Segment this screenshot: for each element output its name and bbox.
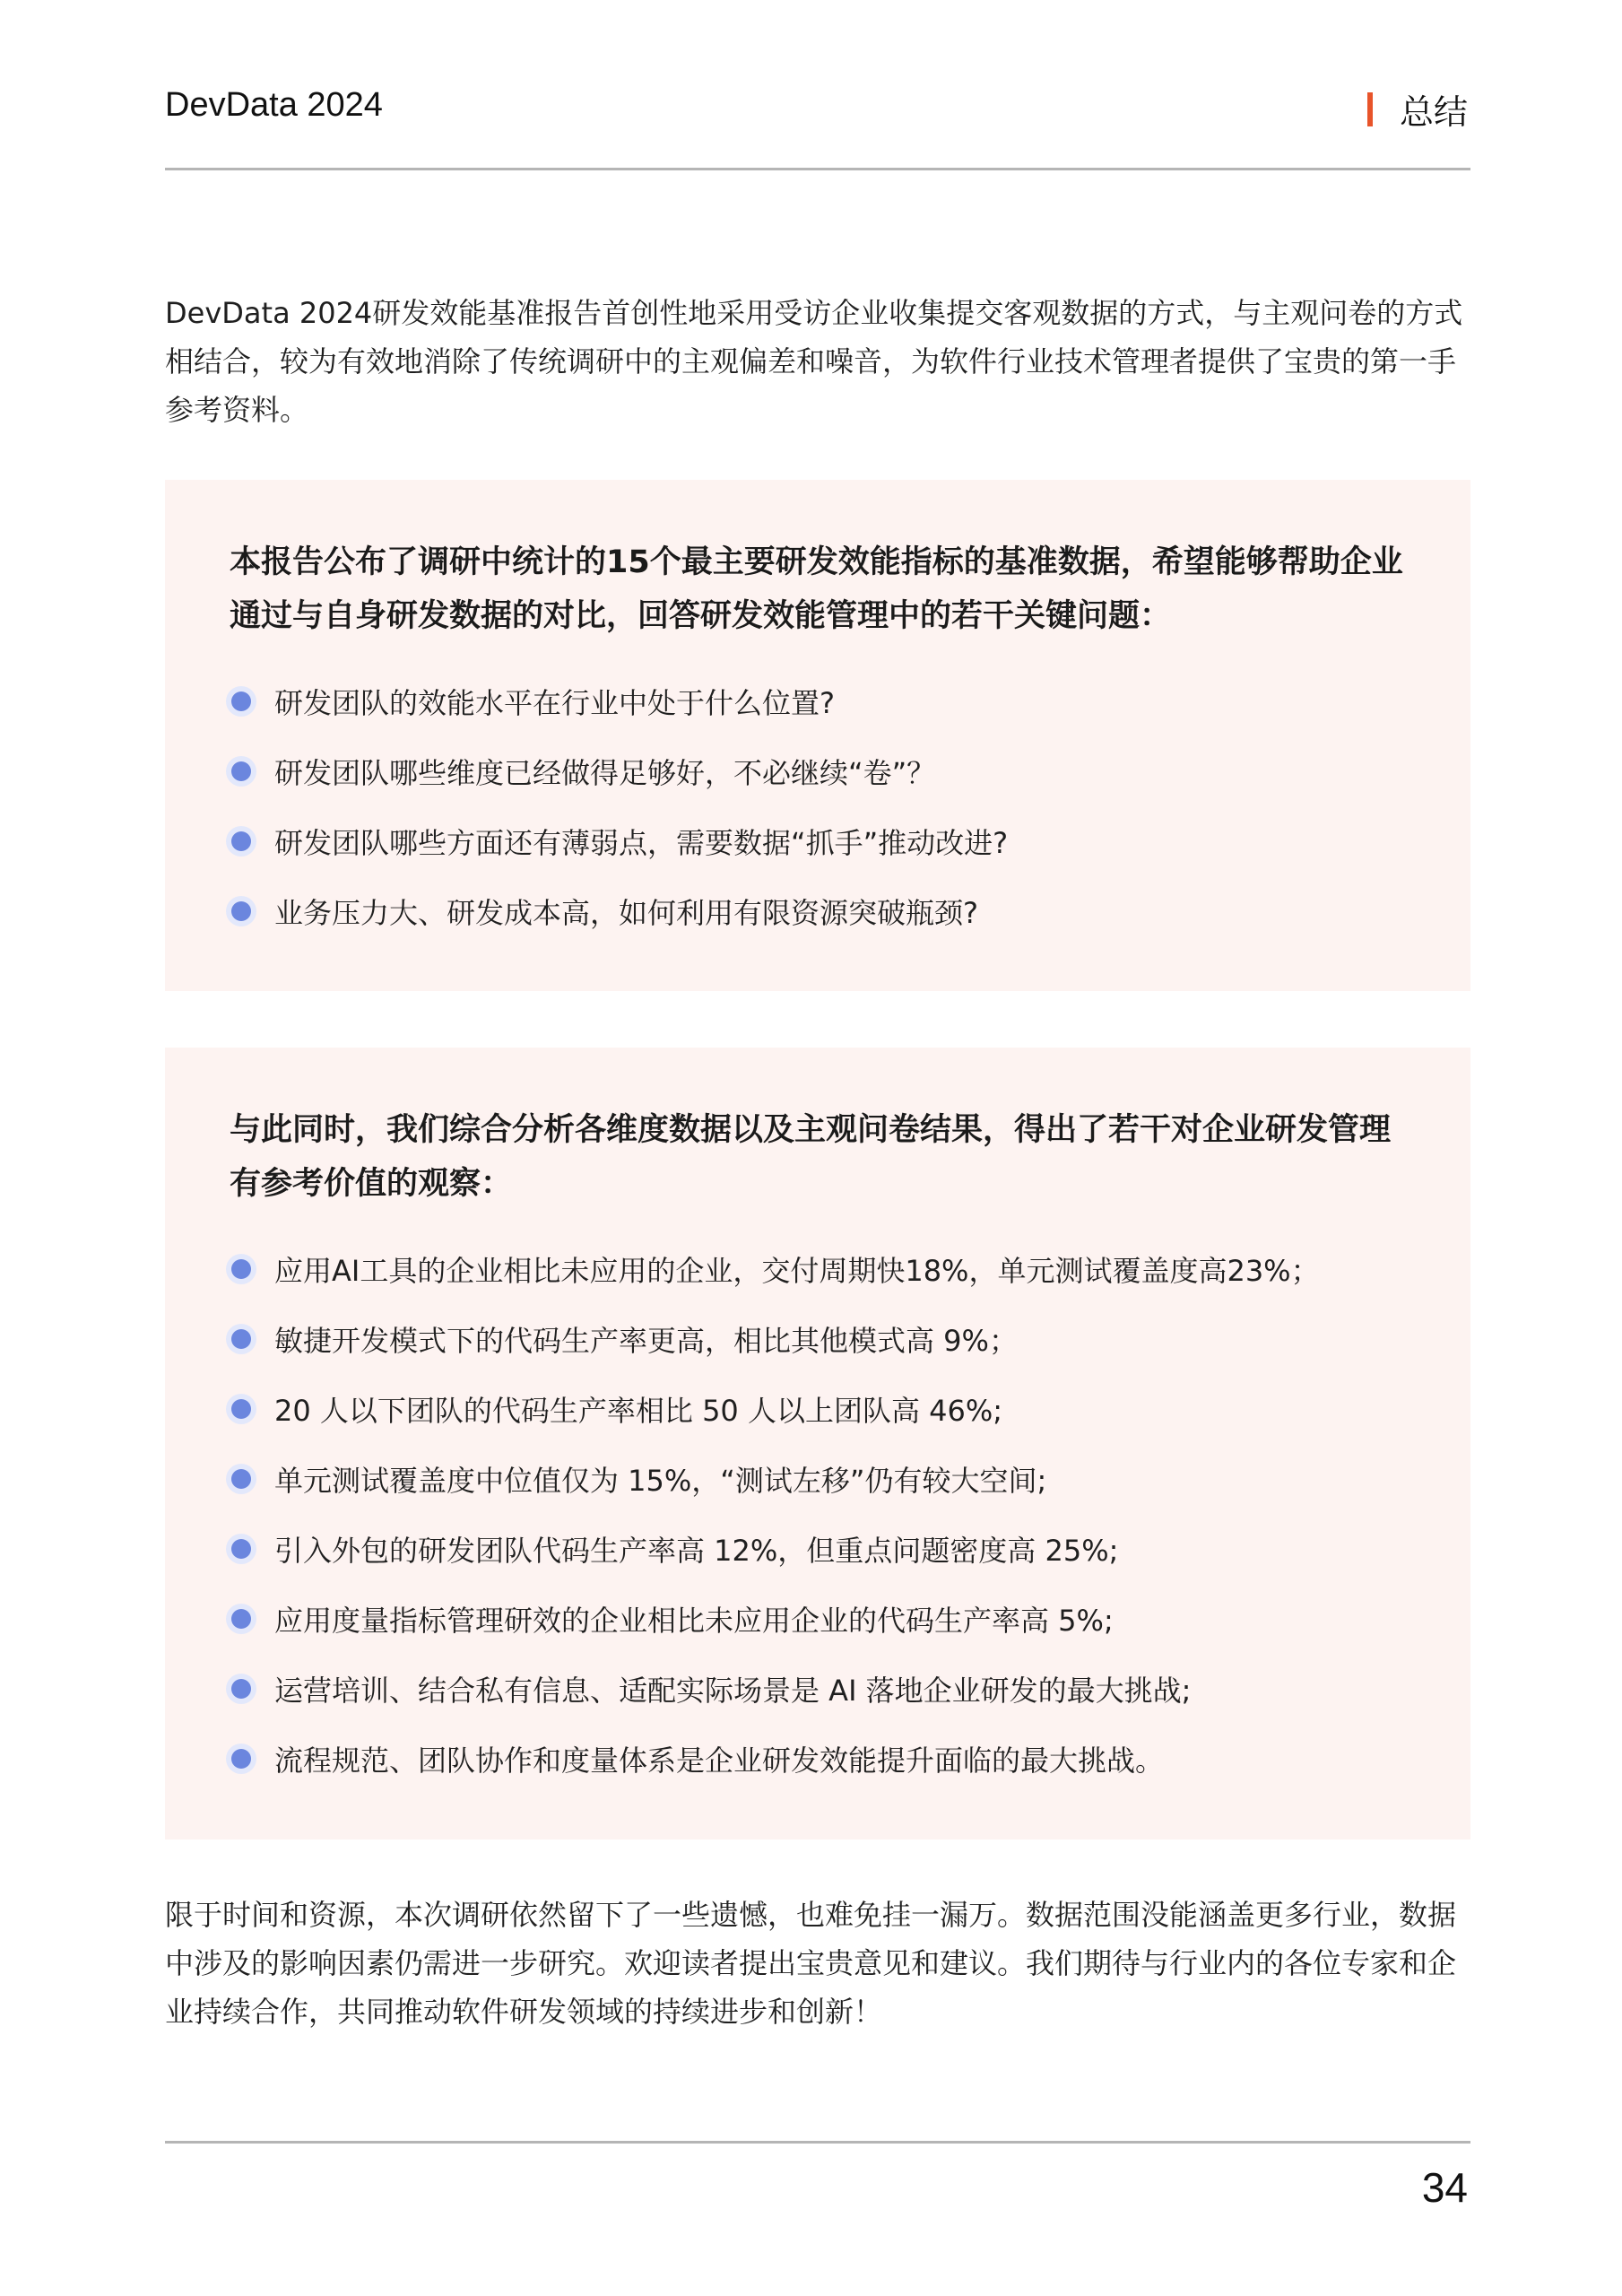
bullet-icon: [226, 1464, 256, 1494]
list-item: [226, 1234, 1470, 1304]
item-text: 运营培训、结合私有信息、适配实际场景是 AI 落地企业研发的最大挑战;: [274, 1674, 1192, 1708]
list-item: [226, 1444, 1470, 1514]
list-item: [226, 1514, 1470, 1584]
section-label: [1367, 84, 1468, 134]
list-item: [226, 1724, 1470, 1794]
item-text: 敏捷开发模式下的代码生产率更高，相比其他模式高 9%；: [274, 1324, 1018, 1358]
page-number: 34: [1421, 2164, 1468, 2211]
bullet-icon: [226, 756, 256, 787]
item-text: 引入外包的研发团队代码生产率高 12%，但重点问题密度高 25%;: [274, 1534, 1119, 1568]
intro-paragraph: DevData 2024研发效能基准报告首创性地采用受访企业收集提交客观数据的方式，与主观问卷的方式相结合，较为有效地消除了传统调研中的主观偏差和噪音，为软件行业技术管理者提供了宝贵的第一手参考资料。: [165, 296, 1463, 427]
item-text: 单元测试覆盖度中位值仅为 15%，“测试左移”仍有较大空间;: [274, 1464, 1047, 1498]
closing-paragraph: 限于时间和资源，本次调研依然留下了一些遗憾，也难免挂一漏万。数据范围没能涵盖更多行业，数据中涉及的影响因素仍需进一步研究。欢迎读者提出宝贵意见和建议。我们期待与行业内的各位专家和企业持续合作，共同推动软件研发领域的持续进步和创新！: [165, 1898, 1457, 2029]
item-text: 20 人以下团队的代码生产率相比 50 人以上团队高 46%;: [274, 1394, 1003, 1428]
bullet-icon: [226, 1744, 256, 1774]
list-item: [226, 1584, 1470, 1654]
box-title: 本报告公布了调研中统计的15个最主要研发效能指标的基准数据，希望能够帮助企业通过与自身研发数据的对比，回答研发效能管理中的若干关键问题：: [230, 544, 1403, 634]
list-item: [226, 1304, 1470, 1374]
footer-divider: [165, 2141, 1470, 2144]
list-item: [226, 736, 1470, 806]
key-questions-box: [165, 480, 1470, 991]
item-text: 研发团队哪些方面还有薄弱点，需要数据“抓手”推动改进?: [274, 826, 1009, 860]
bullet-icon: [226, 686, 256, 717]
observations-box: [165, 1048, 1470, 1839]
bullet-icon: [226, 1324, 256, 1354]
box-title: 与此同时，我们综合分析各维度数据以及主观问卷结果，得出了若干对企业研发管理有参考价值的观察：: [230, 1112, 1392, 1202]
bullet-icon: [226, 1534, 256, 1564]
list-item: [226, 666, 1470, 736]
section-marker: [1367, 92, 1373, 126]
item-text: 研发团队的效能水平在行业中处于什么位置?: [274, 686, 835, 720]
bullet-icon: [226, 1674, 256, 1704]
bullet-icon: [226, 896, 256, 926]
header-divider: [165, 168, 1470, 170]
item-text: 应用度量指标管理研效的企业相比未应用企业的代码生产率高 5%;: [274, 1604, 1114, 1638]
question-list: [165, 666, 1470, 946]
bullet-icon: [226, 1604, 256, 1634]
bullet-icon: [226, 1394, 256, 1424]
item-text: 流程规范、团队协作和度量体系是企业研发效能提升面临的最大挑战。: [274, 1744, 1165, 1778]
observation-list: [165, 1234, 1470, 1794]
list-item: [226, 1374, 1470, 1444]
bullet-icon: [226, 1254, 256, 1284]
section-title: 总结: [1399, 92, 1468, 132]
list-item: [226, 876, 1470, 946]
item-text: 应用AI工具的企业相比未应用的企业，交付周期快18%，单元测试覆盖度高23%；: [274, 1254, 1320, 1288]
item-text: 业务压力大、研发成本高，如何利用有限资源突破瓶颈?: [274, 896, 978, 930]
report-title: DevData 2024: [165, 86, 383, 124]
list-item: [226, 806, 1470, 876]
item-text: 研发团队哪些维度已经做得足够好，不必继续“卷”？: [274, 756, 936, 790]
list-item: [226, 1654, 1470, 1724]
bullet-icon: [226, 826, 256, 857]
